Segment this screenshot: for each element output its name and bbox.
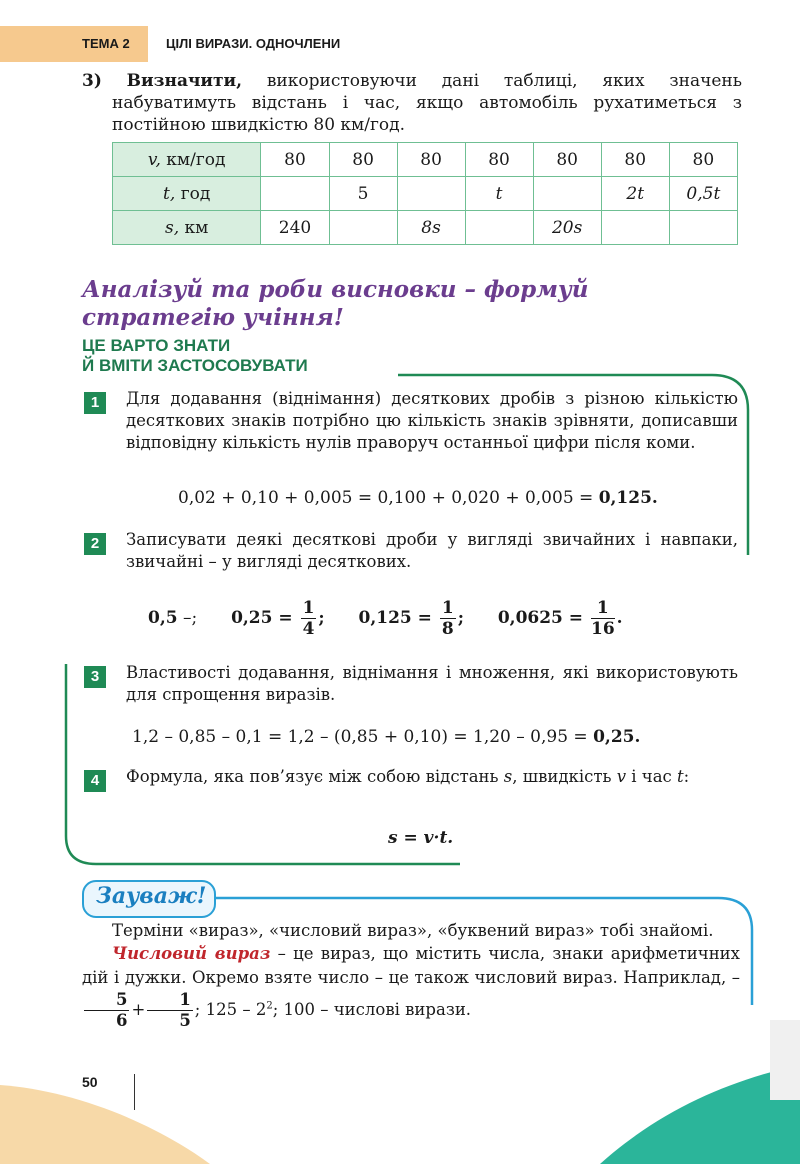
note-label: Зауваж! <box>96 883 207 909</box>
point-badge-3: 3 <box>84 666 106 688</box>
table-cell: 80 <box>533 143 601 177</box>
row-header: s, км <box>113 211 261 245</box>
note-text <box>82 920 740 1031</box>
page-number: 50 <box>82 1074 98 1090</box>
table-cell: 240 <box>261 211 329 245</box>
table-cell: 80 <box>601 143 669 177</box>
table-cell: 80 <box>465 143 533 177</box>
point-3-text: Властивості додавання, віднімання і множення, які використовують для спрощення виразів. <box>126 663 738 704</box>
task-text: використовуючи дані таблиці, яких значень набуватимуть відстань і час, якщо автомобіль рухатиметься з постійною швидкістю 80 км/год. <box>112 71 743 135</box>
task-number: 3) <box>82 71 102 91</box>
task-lead: Визначити, <box>126 71 243 91</box>
table-cell: 2t <box>601 177 669 211</box>
fraction-1-4: $\frac{1}{4}$ <box>302 598 315 639</box>
header-topic: ТЕМА 2 <box>82 36 130 51</box>
table-cell: 80 <box>397 143 465 177</box>
point-badge-2: 2 <box>84 533 106 555</box>
fraction-1-8: $\frac{1}{8}$ <box>441 598 454 639</box>
header-title: ЦІЛІ ВИРАЗИ. ОДНОЧЛЕНИ <box>166 36 341 51</box>
note-paragraph-1: Терміни «вираз», «числовий вираз», «буквений вираз» тобі знайомі. <box>112 921 714 940</box>
analyze-heading: Аналізуй та роби висновки – формуй стратегію учіння! <box>82 276 589 331</box>
table-cell: 8s <box>397 211 465 245</box>
table-cell: 5 <box>329 177 397 211</box>
point-1-text: Для додавання (віднімання) десяткових дробів з різною кількістю десяткових знаків потрібно цю кількість знаків зрівняти, дописавши відповідну кількість нулів праворуч останньої цифри після коми. <box>126 389 738 452</box>
table-cell: 20s <box>533 211 601 245</box>
point-2-fractions: 0,5 –; 0,25 = $\frac{1}{4}$ ; 0,125 = $\frac{1}{8}$ ; 0,0625 = $\frac{1}{16}$ . <box>148 598 623 639</box>
point-3-formula: 1,2 – 0,85 – 0,1 = 1,2 – (0,85 + 0,10) = 1,20 – 0,95 = 0,25. <box>132 727 641 747</box>
point-2-text: Записувати деякі десяткові дроби у вигляді звичайних і навпаки, звичайні – у вигляді десяткових. <box>126 530 738 571</box>
row-header: t, год <box>113 177 261 211</box>
fraction-5-6: $\frac{5}{6}$ <box>84 990 129 1031</box>
point-4-formula: s = v·t. <box>388 828 454 848</box>
know-heading: ЦЕ ВАРТО ЗНАТИ Й ВМІТИ ЗАСТОСОВУВАТИ <box>82 336 308 375</box>
table-cell: t <box>465 177 533 211</box>
table-cell: 0,5t <box>669 177 737 211</box>
point-badge-1: 1 <box>84 392 106 414</box>
table-cell: 80 <box>261 143 329 177</box>
note-paragraph-2: Числовий вираз – це вираз, що містить числа, знаки арифметичних дій і дужки. Окремо взяте число – це також числовий вираз. Наприклад, – $\frac{5}{6}$ + $\frac{1}{5}$ ; $125 - 2^2$; 100 – числові вирази. <box>82 944 740 1030</box>
table-cell: 80 <box>329 143 397 177</box>
table-cell: 80 <box>669 143 737 177</box>
point-1-formula: 0,02 + 0,10 + 0,005 = 0,100 + 0,020 + 0,005 = 0,125. <box>178 488 658 508</box>
fraction-1-5: $\frac{1}{5}$ <box>147 990 192 1031</box>
point-badge-4: 4 <box>84 770 106 792</box>
page-number-divider <box>134 1074 135 1110</box>
fraction-1-16: $\frac{1}{16}$ <box>590 598 615 639</box>
point-4-text: Формула, яка пов’язує між собою відстань s, швидкість v і час t: <box>126 767 690 786</box>
row-header: v, км/год <box>113 143 261 177</box>
